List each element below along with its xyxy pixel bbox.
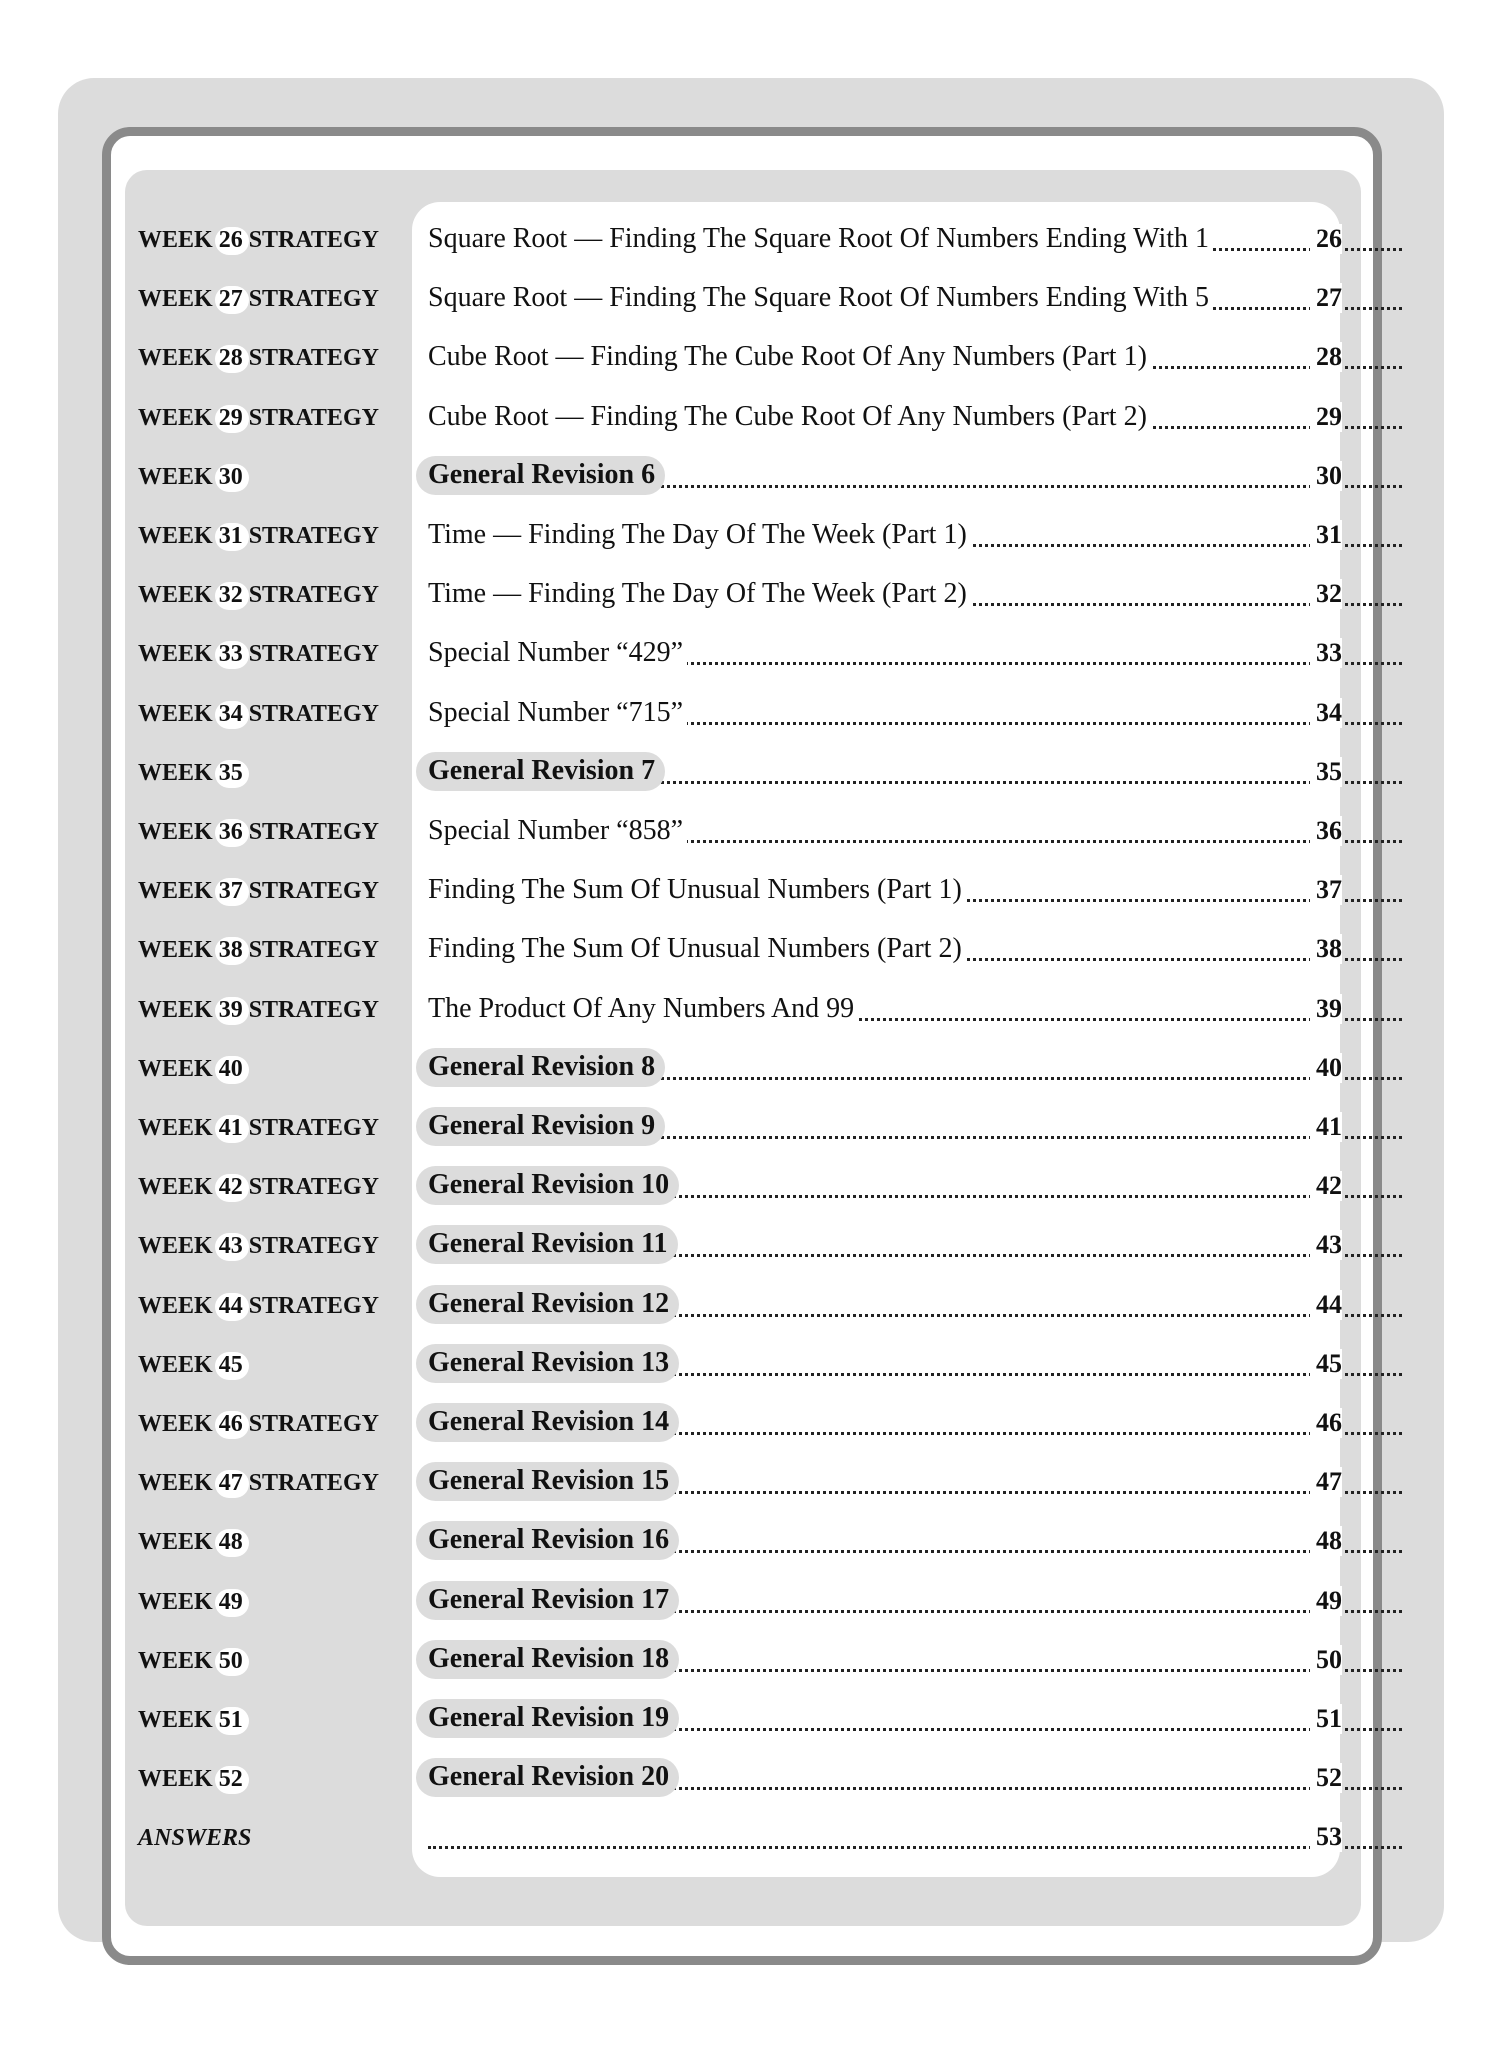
- page-number: 43: [1310, 1230, 1342, 1260]
- toc-entry[interactable]: [428, 984, 1500, 1043]
- week-suffix: STRATEGY: [248, 582, 379, 609]
- toc-entry[interactable]: [428, 273, 1500, 332]
- week-word: WEEK: [138, 1411, 219, 1437]
- week-word: WEEK: [138, 1588, 219, 1615]
- revision-title: General Revision 8: [416, 1048, 665, 1087]
- toc-row: [0, 332, 1500, 391]
- strategy-title: Special Number “429”: [428, 637, 687, 669]
- week-word: WEEK: [138, 1766, 219, 1793]
- revision-title: General Revision 10: [416, 1166, 679, 1205]
- week-suffix: STRATEGY: [248, 1233, 379, 1260]
- week-suffix: STRATEGY: [248, 1115, 379, 1141]
- page-number: 42: [1310, 1171, 1342, 1201]
- toc-entry[interactable]: [428, 806, 1500, 865]
- week-number: 37: [218, 878, 243, 905]
- toc-row: [0, 273, 1500, 332]
- toc-entry[interactable]: [428, 510, 1500, 569]
- week-suffix: STRATEGY: [248, 286, 379, 313]
- week-word: WEEK: [138, 1292, 219, 1319]
- revision-title: General Revision 13: [416, 1344, 679, 1383]
- week-number: 32: [218, 582, 243, 609]
- week-word: WEEK: [138, 286, 219, 313]
- week-number: 30: [218, 463, 243, 490]
- revision-title: General Revision 16: [416, 1521, 679, 1560]
- revision-title: General Revision 7: [416, 752, 665, 791]
- toc-entry[interactable]: [428, 1516, 1500, 1575]
- toc-row: [0, 865, 1500, 924]
- week-word: WEEK: [138, 1174, 219, 1201]
- page-number: 45: [1310, 1349, 1342, 1379]
- strategy-title: Square Root — Finding The Square Root Of Numbers Ending With 5: [428, 282, 1213, 314]
- revision-title: General Revision 6: [416, 456, 665, 495]
- week-word: WEEK: [138, 523, 219, 549]
- strategy-title: Cube Root — Finding The Cube Root Of Any Numbers (Part 1): [428, 341, 1151, 373]
- page-number: 32: [1310, 579, 1342, 609]
- week-word: WEEK: [138, 404, 219, 431]
- toc-entry[interactable]: [428, 1102, 1500, 1161]
- page-number: 46: [1310, 1408, 1342, 1438]
- toc-row: [0, 392, 1500, 451]
- week-suffix: STRATEGY: [248, 878, 379, 905]
- week-number: 50: [218, 1647, 243, 1674]
- week-word: WEEK: [138, 1707, 219, 1733]
- toc-row: [0, 510, 1500, 569]
- toc-entry[interactable]: [428, 1576, 1500, 1635]
- page-number: 51: [1310, 1704, 1342, 1734]
- week-number: 49: [218, 1588, 243, 1615]
- toc-entry[interactable]: [428, 1398, 1500, 1457]
- week-number: 42: [218, 1174, 243, 1201]
- toc-entry[interactable]: [428, 865, 1500, 924]
- week-word: WEEK: [138, 1115, 219, 1141]
- page-number: 27: [1310, 283, 1342, 313]
- dot-leader: [428, 1846, 1402, 1849]
- strategy-title: Special Number “715”: [428, 697, 687, 729]
- week-number: 31: [218, 523, 243, 549]
- toc-row: [0, 569, 1500, 628]
- page-number: 44: [1310, 1290, 1342, 1320]
- week-number: 46: [218, 1411, 243, 1437]
- week-number: 45: [218, 1351, 243, 1378]
- toc-row: [0, 1516, 1500, 1575]
- toc-row: [0, 924, 1500, 983]
- week-word: WEEK: [138, 996, 219, 1023]
- week-number: 41: [218, 1115, 243, 1141]
- toc-row: [0, 688, 1500, 747]
- toc-entry[interactable]: [428, 392, 1500, 451]
- toc-entry[interactable]: [428, 1220, 1500, 1279]
- toc-entry[interactable]: [428, 332, 1500, 391]
- week-word: WEEK: [138, 1055, 219, 1082]
- revision-title: General Revision 14: [416, 1403, 679, 1442]
- revision-title: General Revision 15: [416, 1462, 679, 1501]
- toc-entry[interactable]: [428, 924, 1500, 983]
- revision-title: General Revision 19: [416, 1699, 679, 1738]
- strategy-title: Finding The Sum Of Unusual Numbers (Part 2): [428, 933, 966, 965]
- week-word: WEEK: [138, 1233, 219, 1260]
- page-number: 52: [1310, 1763, 1342, 1793]
- week-number: 48: [218, 1529, 243, 1556]
- toc-row: [0, 1576, 1500, 1635]
- week-number: 44: [218, 1292, 243, 1319]
- week-number: 40: [218, 1055, 243, 1082]
- strategy-title: Time — Finding The Day Of The Week (Part 2): [428, 578, 971, 610]
- toc-entry[interactable]: [428, 1812, 1500, 1871]
- toc-row: [0, 1161, 1500, 1220]
- toc-entry[interactable]: [428, 1694, 1500, 1753]
- page-number: 30: [1310, 461, 1342, 491]
- toc-entry[interactable]: [428, 569, 1500, 628]
- week-word: WEEK: [138, 345, 219, 372]
- revision-title: General Revision 17: [416, 1581, 679, 1620]
- week-suffix: STRATEGY: [248, 1411, 379, 1437]
- week-suffix: STRATEGY: [248, 819, 379, 845]
- answers-label: ANSWERS: [138, 1825, 252, 1852]
- week-word: WEEK: [138, 1470, 219, 1497]
- toc-entry[interactable]: [428, 747, 1500, 806]
- week-suffix: STRATEGY: [248, 345, 379, 372]
- week-suffix: STRATEGY: [248, 700, 379, 727]
- week-number: 52: [218, 1766, 243, 1793]
- toc-entry[interactable]: [428, 1635, 1500, 1694]
- toc-row: [0, 1812, 1500, 1871]
- toc-row: [0, 747, 1500, 806]
- week-suffix: STRATEGY: [248, 996, 379, 1023]
- week-word: WEEK: [138, 1647, 219, 1674]
- week-number: 47: [218, 1470, 243, 1497]
- revision-title: General Revision 12: [416, 1285, 679, 1324]
- toc-row: [0, 1102, 1500, 1161]
- page-number: 26: [1310, 224, 1342, 254]
- toc-row: [0, 1339, 1500, 1398]
- strategy-title: Cube Root — Finding The Cube Root Of Any Numbers (Part 2): [428, 401, 1151, 433]
- week-number: 27: [218, 286, 243, 313]
- toc-row: [0, 1694, 1500, 1753]
- toc-entry[interactable]: [428, 688, 1500, 747]
- toc-row: [0, 1398, 1500, 1457]
- week-number: 29: [218, 404, 243, 431]
- toc-entry[interactable]: [428, 628, 1500, 687]
- toc-row: [0, 1280, 1500, 1339]
- week-number: 28: [218, 345, 243, 372]
- page-number: 33: [1310, 638, 1342, 668]
- week-word: WEEK: [138, 937, 219, 964]
- week-number: 33: [218, 641, 243, 668]
- page-number: 38: [1310, 934, 1342, 964]
- toc-row: [0, 1457, 1500, 1516]
- page-number: 35: [1310, 757, 1342, 787]
- toc-entry[interactable]: [428, 1753, 1500, 1812]
- page-number: 49: [1310, 1586, 1342, 1616]
- page-number: 47: [1310, 1467, 1342, 1497]
- week-number: 26: [218, 227, 243, 253]
- week-suffix: STRATEGY: [248, 1292, 379, 1319]
- week-suffix: STRATEGY: [248, 404, 379, 431]
- revision-title: General Revision 9: [416, 1107, 665, 1146]
- strategy-title: Special Number “858”: [428, 815, 687, 847]
- toc-row: [0, 984, 1500, 1043]
- page-number: 36: [1310, 816, 1342, 846]
- toc-entry[interactable]: [428, 1339, 1500, 1398]
- toc-row: [0, 1635, 1500, 1694]
- toc-row: [0, 1043, 1500, 1102]
- week-suffix: STRATEGY: [248, 937, 379, 964]
- strategy-title: Finding The Sum Of Unusual Numbers (Part 1): [428, 874, 966, 906]
- week-word: WEEK: [138, 227, 219, 253]
- toc-row: [0, 214, 1500, 273]
- toc-entry[interactable]: [428, 451, 1500, 510]
- toc-row: [0, 1753, 1500, 1812]
- toc-row: [0, 1220, 1500, 1279]
- revision-title: General Revision 18: [416, 1640, 679, 1679]
- week-suffix: STRATEGY: [248, 1174, 379, 1201]
- page-number: 28: [1310, 342, 1342, 372]
- page-number: 53: [1310, 1822, 1342, 1852]
- week-word: WEEK: [138, 1351, 219, 1378]
- toc-entry[interactable]: [428, 1280, 1500, 1339]
- toc-row: [0, 451, 1500, 510]
- week-number: 34: [218, 700, 243, 727]
- toc-entry[interactable]: [428, 1161, 1500, 1220]
- page-number: 48: [1310, 1526, 1342, 1556]
- toc-row: [0, 628, 1500, 687]
- week-suffix: STRATEGY: [248, 1470, 379, 1497]
- week-word: WEEK: [138, 641, 219, 668]
- page-number: 31: [1310, 520, 1342, 550]
- week-word: WEEK: [138, 819, 219, 845]
- week-number: 43: [218, 1233, 243, 1260]
- toc-entry[interactable]: [428, 1457, 1500, 1516]
- strategy-title: Time — Finding The Day Of The Week (Part 1): [428, 519, 971, 551]
- page-number: 41: [1310, 1112, 1342, 1142]
- page-number: 37: [1310, 875, 1342, 905]
- strategy-title: Square Root — Finding The Square Root Of Numbers Ending With 1: [428, 223, 1213, 255]
- week-number: 39: [218, 996, 243, 1023]
- toc-entry[interactable]: [428, 1043, 1500, 1102]
- page-number: 50: [1310, 1645, 1342, 1675]
- revision-title: General Revision 20: [416, 1758, 679, 1797]
- week-word: WEEK: [138, 463, 219, 490]
- week-suffix: STRATEGY: [248, 641, 379, 668]
- week-number: 35: [218, 759, 243, 786]
- toc-row: [0, 806, 1500, 865]
- strategy-title: The Product Of Any Numbers And 99: [428, 993, 858, 1025]
- week-word: WEEK: [138, 759, 219, 786]
- week-suffix: STRATEGY: [248, 227, 379, 253]
- week-number: 38: [218, 937, 243, 964]
- toc-entry[interactable]: [428, 214, 1500, 273]
- week-number: 36: [218, 819, 243, 845]
- week-word: WEEK: [138, 878, 219, 905]
- week-suffix: STRATEGY: [248, 523, 379, 549]
- revision-title: General Revision 11: [416, 1225, 678, 1264]
- page-number: 40: [1310, 1053, 1342, 1083]
- week-number: 51: [218, 1707, 243, 1733]
- week-word: WEEK: [138, 1529, 219, 1556]
- page-number: 34: [1310, 698, 1342, 728]
- page-number: 29: [1310, 402, 1342, 432]
- week-word: WEEK: [138, 582, 219, 609]
- week-word: WEEK: [138, 700, 219, 727]
- page-number: 39: [1310, 994, 1342, 1024]
